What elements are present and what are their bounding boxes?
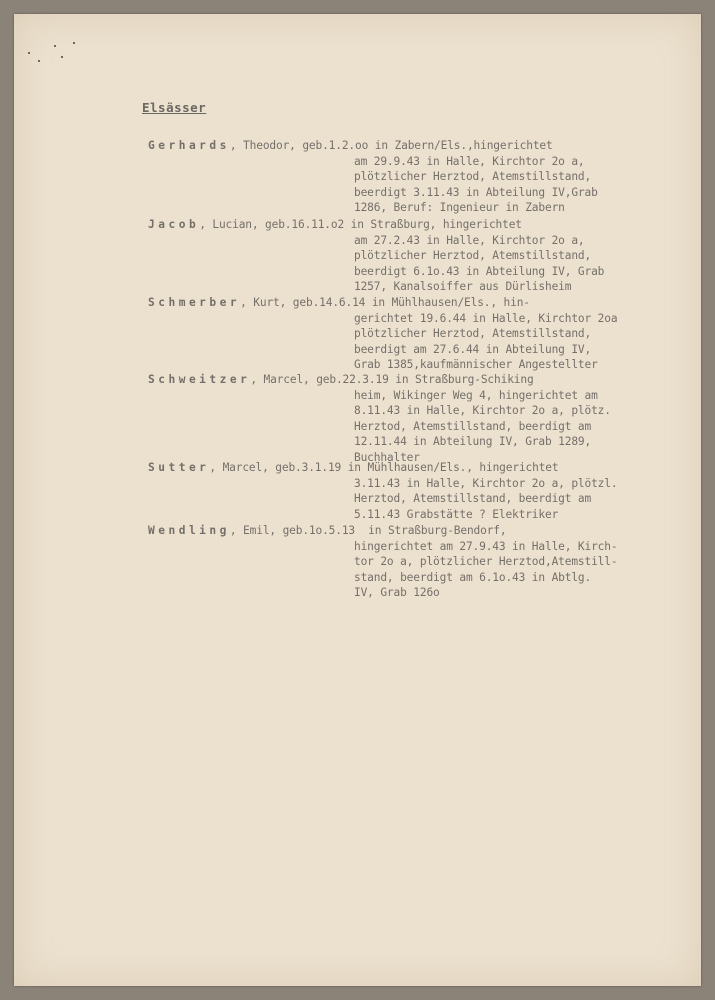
entry-line: am 27.2.43 in Halle, Kirchtor 2o a, <box>354 233 585 247</box>
entry-schmerber <box>148 295 693 373</box>
entry-jacob <box>148 217 693 295</box>
entry-line: plötzlicher Herztod, Atemstillstand, <box>354 249 592 263</box>
entry-schweitzer <box>148 372 693 466</box>
document-page <box>14 14 701 986</box>
entry-line: heim, Wikinger Weg 4, hingerichtet am <box>354 388 598 402</box>
entry-line: hingerichtet am 27.9.43 in Halle, Kirch- <box>354 539 618 553</box>
entry-line: 8.11.43 in Halle, Kirchtor 2o a, plötz. <box>354 404 611 418</box>
entry-surname: Schweitzer <box>148 373 251 386</box>
entry-line: Grab 1385,kaufmännischer Angestellter <box>354 358 598 372</box>
entry-line: plötzlicher Herztod, Atemstillstand, <box>354 327 592 341</box>
paper-speck <box>73 42 75 44</box>
entry-surname: Sutter <box>148 461 210 474</box>
paper-speck <box>61 56 63 58</box>
entry-line: gerichtet 19.6.44 in Halle, Kirchtor 2oa <box>354 311 618 325</box>
entry-line: , Marcel, geb.3.1.19 in Mühlhausen/Els., hingerichtet <box>209 461 559 474</box>
entry-line: beerdigt am 27.6.44 in Abteilung IV, <box>354 342 592 356</box>
entry-line: , Theodor, geb.1.2.oo in Zabern/Els.,hingerichtet <box>229 139 553 152</box>
entry-sutter <box>148 460 693 522</box>
entry-surname: Wendling <box>148 524 230 537</box>
entry-line: , Marcel, geb.22.3.19 in Straßburg-Schiking <box>250 373 534 386</box>
entry-line: beerdigt 3.11.43 in Abteilung IV,Grab <box>354 185 598 199</box>
entry-line: tor 2o a, plötzlicher Herztod,Atemstill- <box>354 555 618 569</box>
entry-surname: Schmerber <box>148 296 241 309</box>
entry-line: 1286, Beruf: Ingenieur in Zabern <box>354 201 565 215</box>
entry-line: beerdigt 6.1o.43 in Abteilung IV, Grab <box>354 264 605 278</box>
entry-line: Buchhalter <box>354 450 420 464</box>
entry-line: plötzlicher Herztod, Atemstillstand, <box>354 170 592 184</box>
entry-line: 12.11.44 in Abteilung IV, Grab 1289, <box>354 435 592 449</box>
entry-line: IV, Grab 126o <box>354 586 440 600</box>
entry-line: 1257, Kanalsoiffer aus Dürlisheim <box>354 280 572 294</box>
entry-surname: Jacob <box>148 218 200 231</box>
entry-line: Herztod, Atemstillstand, beerdigt am <box>354 419 592 433</box>
entry-wendling <box>148 523 693 601</box>
paper-speck <box>54 45 56 47</box>
entry-line: 3.11.43 in Halle, Kirchtor 2o a, plötzl. <box>354 476 618 490</box>
entry-line: , Emil, geb.1o.5.13 in Straßburg-Bendorf, <box>229 524 507 537</box>
document-heading: Elsässer <box>142 100 207 115</box>
entry-line: stand, beerdigt am 6.1o.43 in Abtlg. <box>354 570 592 584</box>
entry-line: , Kurt, geb.14.6.14 in Mühlhausen/Els., hin- <box>240 296 530 309</box>
entry-surname: Gerhards <box>148 139 230 152</box>
paper-speck <box>38 60 40 62</box>
entry-line: 5.11.43 Grabstätte ? Elektriker <box>354 507 559 521</box>
paper-speck <box>28 52 30 54</box>
entry-line: am 29.9.43 in Halle, Kirchtor 2o a, <box>354 154 585 168</box>
entry-line: , Lucian, geb.16.11.o2 in Straßburg, hingerichtet <box>199 218 522 231</box>
entry-line: Herztod, Atemstillstand, beerdigt am <box>354 492 592 506</box>
entry-gerhards <box>148 138 693 216</box>
